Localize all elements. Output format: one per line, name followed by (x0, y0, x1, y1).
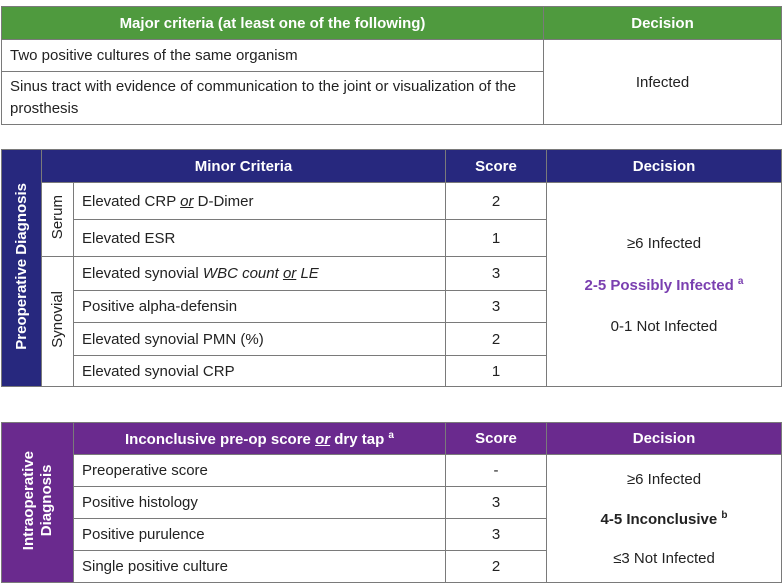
minor-criteria-row: Elevated synovial CRP (74, 356, 446, 387)
intraop-score-header: Score (446, 423, 547, 455)
score-cell: 3 (446, 257, 547, 291)
minor-criteria-row: Elevated synovial PMN (%) (74, 323, 446, 356)
score-cell: 3 (446, 291, 547, 323)
preoperative-table (1, 149, 782, 387)
score-cell: - (446, 455, 547, 487)
major-decision: Infected (544, 40, 782, 125)
score-cell: 1 (446, 356, 547, 387)
intraoperative-table (1, 422, 782, 583)
synovial-group-label: Synovial (42, 257, 74, 387)
score-cell: 2 (446, 323, 547, 356)
minor-criteria-row: Positive alpha-defensin (74, 291, 446, 323)
intraop-criteria-row: Positive purulence (74, 519, 446, 551)
major-criteria-row: Two positive cultures of the same organism (2, 40, 544, 72)
intraop-criteria-row: Positive histology (74, 487, 446, 519)
preoperative-side-label: Preoperative Diagnosis (2, 150, 42, 387)
minor-criteria-row: Elevated CRP or D-Dimer (74, 183, 446, 220)
minor-criteria-row: Elevated synovial WBC count or LE (74, 257, 446, 291)
major-criteria-row: Sinus tract with evidence of communication to the joint or visualization of the prosthesis (2, 72, 544, 125)
score-cell: 3 (446, 519, 547, 551)
intraop-criteria-row: Preoperative score (74, 455, 446, 487)
intraop-decision: ≥6 Infected 4-5 Inconclusive $^b$ ≤3 Not Infected (547, 455, 782, 583)
score-cell: 3 (446, 487, 547, 519)
intraop-criteria-row: Single positive culture (74, 551, 446, 583)
minor-criteria-row: Elevated ESR (74, 220, 446, 257)
preop-score-header: Score (446, 150, 547, 183)
major-decision-header: Decision (544, 7, 782, 40)
score-cell: 1 (446, 220, 547, 257)
minor-criteria-header: Minor Criteria (42, 150, 446, 183)
inconclusive-header: Inconclusive pre-op score or dry tap $^a$ (74, 423, 446, 455)
intraoperative-side-label: Intraoperative Diagnosis (2, 423, 74, 583)
major-criteria-header: Major criteria (at least one of the following) (2, 7, 544, 40)
major-criteria-table (1, 6, 782, 125)
score-cell: 2 (446, 551, 547, 583)
preop-decision-header: Decision (547, 150, 782, 183)
score-cell: 2 (446, 183, 547, 220)
preop-decision: ≥6 Infected 2-5 Possibly Infected $^a$ 0-1 Not Infected (547, 183, 782, 387)
serum-group-label: Serum (42, 183, 74, 257)
intraop-decision-header: Decision (547, 423, 782, 455)
